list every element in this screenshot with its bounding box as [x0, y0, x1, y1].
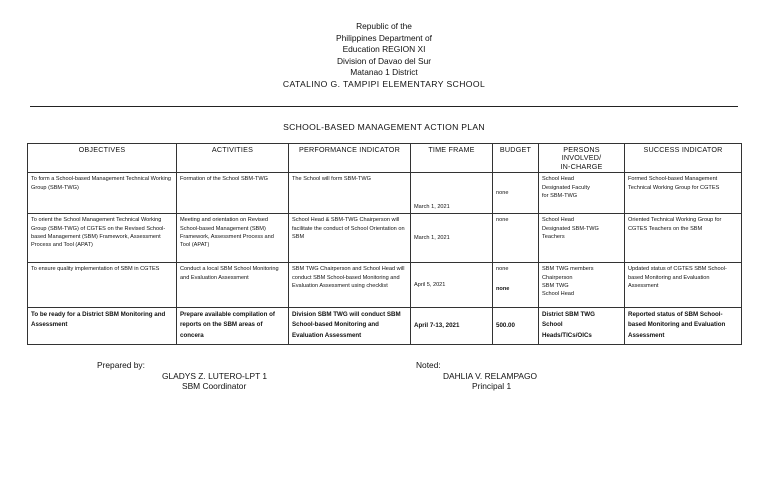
prepared-by-name: GLADYS Z. LUTERO-LPT 1	[162, 371, 268, 381]
activity-cell: Conduct a local SBM School Monitoring and Evaluation Assessment	[177, 263, 289, 308]
time-frame-cell	[411, 263, 493, 308]
performance-cell: The School will form SBM-TWG	[289, 173, 411, 214]
activity-cell: Formation of the School SBM-TWG	[177, 173, 289, 214]
person-line: Designated Faculty	[542, 184, 590, 191]
document-header	[0, 21, 768, 91]
column-header-objectives: OBJECTIVES	[28, 144, 177, 173]
persons-cell	[539, 263, 625, 308]
person-line: Heads/TICs/OICs	[542, 331, 592, 339]
spacer	[414, 265, 489, 281]
budget-cell: none	[493, 214, 539, 263]
noted-by-title: Principal 1	[472, 381, 512, 391]
header-line: Matanao 1 District	[350, 67, 418, 78]
prepared-by-label: Prepared by:	[97, 360, 145, 370]
budget-cell: 500.00	[493, 308, 539, 345]
objective-cell: To form a School-based Management Technical Working Group (SBM-TWG)	[28, 173, 177, 214]
column-header-persons	[539, 144, 625, 173]
success-cell: Formed School-based Management Technical Working Group for CGTES	[625, 173, 742, 214]
persons-cell	[539, 308, 625, 345]
column-header-budget: BUDGET	[493, 144, 539, 173]
time-frame-cell: March 1, 2021	[411, 214, 493, 263]
school-name: CATALINO G. TAMPIPI ELEMENTARY SCHOOL	[282, 78, 486, 89]
table-row	[28, 263, 742, 308]
header-line: Education REGION XI	[342, 44, 426, 55]
persons-header-line: INVOLVED/	[561, 153, 602, 163]
objective-cell: To ensure quality implementation of SBM in CGTES	[28, 263, 177, 308]
person-line: District SBM TWG	[542, 311, 595, 319]
objective-cell: To orient the School Management Technical Working Group (SBM-TWG) of CGTES on the Revised School-based Management (SBM) Framework, Assessment Process and Tool (APAT)	[28, 214, 177, 263]
success-cell: Updated status of CGTES SBM School-based Monitoring and Evaluation Assessment	[625, 263, 742, 308]
spacer	[496, 274, 535, 285]
time-frame-value: April 5, 2021	[414, 282, 446, 289]
success-cell: Reported status of SBM School-based Monitoring and Evaluation Assessment	[625, 308, 742, 345]
time-frame-cell: April 7-13, 2021	[411, 308, 493, 345]
budget-cell	[493, 263, 539, 308]
header-line: Division of Davao del Sur	[336, 55, 432, 66]
action-plan-table	[27, 143, 742, 345]
budget-value: none	[496, 266, 509, 273]
prepared-by-title: SBM Coordinator	[182, 381, 247, 391]
header-line: Republic of the	[356, 21, 412, 31]
table-row	[28, 308, 742, 345]
persons-cell	[539, 173, 625, 214]
time-frame-cell: March 1, 2021	[411, 173, 493, 214]
persons-header-line: IN-CHARGE	[560, 161, 603, 171]
persons-header-line: PERSONS	[563, 145, 600, 154]
person-line: Designated SBM-TWG	[542, 225, 599, 232]
person-line: SBM TWG	[542, 282, 569, 289]
noted-by-name: DAHLIA V. RELAMPAGO	[443, 371, 538, 381]
column-header-activities: ACTIVITIES	[177, 144, 289, 173]
budget-value: none	[496, 285, 510, 292]
objective-cell: To be ready for a District SBM Monitoring and Assessment	[28, 308, 177, 345]
column-header-time-frame: TIME FRAME	[411, 144, 493, 173]
budget-cell: none	[493, 173, 539, 214]
column-header-performance-indicator: PERFORMANCE INDICATOR	[289, 144, 411, 173]
activity-cell: Meeting and orientation on Revised School-based Management (SBM) Framework, Assessment Process and Tool (APAT)	[177, 214, 289, 263]
persons-cell	[539, 214, 625, 263]
performance-cell: School Head & SBM-TWG Chairperson will facilitate the conduct of School Orientation on SBM	[289, 214, 411, 263]
person-line: Teachers	[542, 233, 565, 240]
table-header-row	[28, 144, 742, 173]
person-line: School Head	[542, 291, 575, 298]
person-line: SBM TWG members	[542, 266, 594, 273]
activity-cell: Prepare available compilation of reports on the SBM areas of concera	[177, 308, 289, 345]
person-line: School Head	[542, 217, 575, 224]
noted-label: Noted:	[416, 360, 441, 370]
header-divider	[30, 106, 738, 107]
performance-cell: Division SBM TWG will conduct SBM School-based Monitoring and Evaluation Assessment	[289, 308, 411, 345]
table-row	[28, 214, 742, 263]
column-header-success-indicator: SUCCESS INDICATOR	[625, 144, 742, 173]
table-row	[28, 173, 742, 214]
person-line: Chairperson	[542, 274, 573, 281]
person-line: for SBM-TWG	[542, 192, 578, 199]
document-title: SCHOOL-BASED MANAGEMENT ACTION PLAN	[283, 122, 485, 132]
person-line: School Head	[542, 176, 575, 183]
header-line: Philippines Department of	[336, 32, 432, 43]
person-line: School	[542, 321, 563, 329]
success-cell: Oriented Technical Working Group for CGTES Teachers on the SBM	[625, 214, 742, 263]
performance-cell: SBM TWG Chairperson and School Head will conduct SBM School-based Monitoring and Evaluation Assessment using checklist	[289, 263, 411, 308]
